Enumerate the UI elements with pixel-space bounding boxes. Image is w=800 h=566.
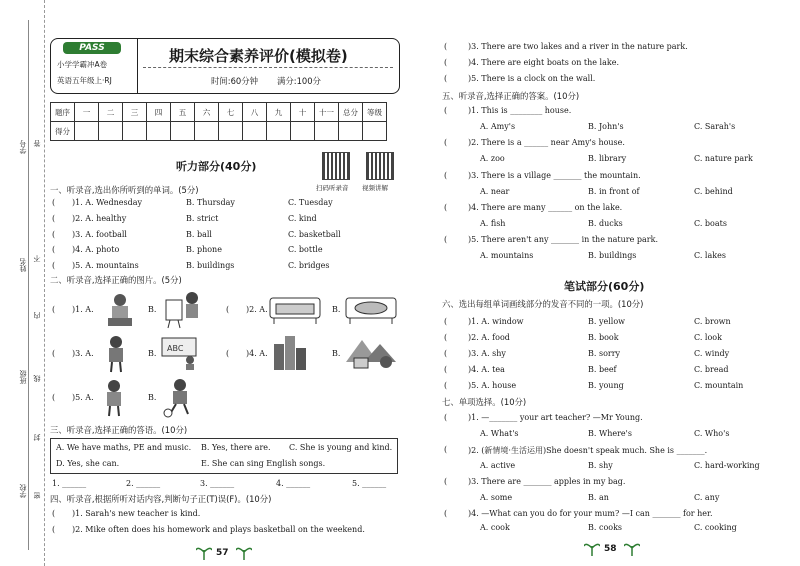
- picture-label: B.: [332, 349, 341, 358]
- score-cell: 一: [75, 103, 99, 122]
- option-a: )2. A. food: [468, 333, 510, 342]
- question-text: )1. —_______ your art teacher? —Mr Young.: [468, 413, 643, 422]
- option-c: C. bottle: [288, 245, 323, 254]
- score-input[interactable]: [243, 122, 267, 141]
- score-cell: 六: [195, 103, 219, 122]
- school-label: 学校: [19, 484, 27, 498]
- answer-option: C. She is young and kind.: [289, 443, 393, 452]
- option-c: C. Sarah's: [694, 122, 736, 131]
- option-a: A. What's: [480, 429, 519, 438]
- binding-mark: 封: [33, 434, 41, 441]
- option-c: C. basketball: [288, 230, 341, 239]
- exam-header: [50, 38, 400, 94]
- score-input[interactable]: [195, 122, 219, 141]
- score-cell: 五: [171, 103, 195, 122]
- answer-blank[interactable]: 1. ______: [52, 479, 87, 488]
- question-text: )2. A. healthy: [72, 214, 127, 223]
- picture-label: )5. A.: [72, 393, 94, 402]
- qr-label: 扫码听录音: [316, 184, 349, 192]
- picture-label: B.: [148, 305, 157, 314]
- option-b: B. book: [588, 333, 619, 342]
- question-text: )2. There is a ______ near Amy's house.: [468, 138, 625, 147]
- painting-girl-picture: [162, 290, 206, 330]
- section-3-title: 三、听录音,选择正确的答语。(10分): [50, 425, 188, 435]
- score-cell: 二: [99, 103, 123, 122]
- option-a: )1. A. window: [468, 317, 524, 326]
- boy-picture: [100, 378, 128, 418]
- listening-title: 听力部分(40分): [176, 160, 257, 173]
- answer-option: A. We have maths, PE and music.: [56, 443, 192, 452]
- picture-label: )2. A.: [246, 305, 268, 314]
- score-cell: 八: [243, 103, 267, 122]
- svg-text:ABC: ABC: [167, 344, 184, 353]
- score-input[interactable]: [75, 122, 99, 141]
- option-b: B. an: [588, 493, 609, 502]
- full-score: 满分:100分: [277, 76, 321, 86]
- option-a: A. near: [480, 187, 510, 196]
- option-a: A. cook: [480, 523, 510, 532]
- section-4-title: 四、听录音,根据所听对话内容,判断句子正(T)误(F)。(10分): [50, 494, 272, 504]
- qr-code-icon[interactable]: [366, 152, 394, 180]
- binding-mark: 不: [33, 255, 41, 262]
- football-boy-picture: [162, 378, 196, 418]
- buildings-picture: [270, 332, 310, 372]
- binding-mark: 线: [33, 375, 41, 382]
- question-text: )2. (新情境·生活运用)She doesn't speak much. She is _______.: [468, 446, 708, 455]
- option-c: C. windy: [694, 349, 730, 358]
- answer-blank[interactable]: 4. ______: [276, 479, 311, 488]
- option-a: A. zoo: [480, 154, 505, 163]
- option-c: C. nature park: [694, 154, 753, 163]
- cooking-boy-picture: [100, 292, 140, 328]
- question-text: )3. A. football: [72, 230, 127, 239]
- section-5-title: 五、听录音,选择正确的答案。(10分): [442, 91, 580, 101]
- qr-code-icon[interactable]: [322, 152, 350, 180]
- option-a: )4. A. tea: [468, 365, 505, 374]
- section-7-title: 七、单项选择。(10分): [442, 397, 527, 407]
- option-c: C. look: [694, 333, 722, 342]
- score-input[interactable]: [147, 122, 171, 141]
- answer-option: E. She can sing English songs.: [201, 459, 326, 468]
- answer-blank[interactable]: 5. ______: [352, 479, 387, 488]
- question-text: )2. Mike often does his homework and plays basketball on the weekend.: [72, 525, 365, 534]
- question-text: )1. A. Wednesday: [72, 198, 142, 207]
- binding-strip: [0, 0, 45, 566]
- section-6-title: 六、选出每组单词画线部分的发音不同的一项。(10分): [442, 299, 644, 309]
- student-id-label: 学号: [19, 140, 27, 154]
- score-cell: 十: [291, 103, 315, 122]
- option-c: C. bread: [694, 365, 729, 374]
- sprout-icon: [624, 540, 640, 556]
- option-b: B. John's: [588, 122, 624, 131]
- series-name: 小学学霸冲A卷: [57, 60, 108, 69]
- right-page: ( )3. There are two lakes and a river in the nature park. ( )4. There are eight boats on the lake. ( )5. There is a clock on the wall. 五、听录音,选择正确的答案。(10分) ( )1. This is ________ house. A. Amy's B. John's C. Sarah's ( )2. There is a ______ near Amy's house. A. zoo B. library C. nature park ( )3. There is a village _______ the mountain. A. near B. in front of C. behind ( )4. There are many ______ on the lake. A. fish B. ducks C. boats ( )5. There aren't any _______ in the nature park. A. mountains B. buildings C. lakes 笔试部分(60分) 六、选出每组单词画线部分的发音不同的一项。(10分) ( )1. A. window B. yellow C. brown ( )2. A. food B. book C. look ( )3. A. shy B. sorry C. windy ( )4. A. tea B. beef C. bread ( )5. A. house B. young C. mountain 七、单项选择。(10分) ( )1. —_______ your art teacher? —Mr Young. A. What's B. Where's C. Who's ( )2. (新情境·生活运用)She doesn't speak much. She is _______. A. active B. shy C. hard-working ( )3. There are _______ apples in my bag. A. some B. an C. any ( )4. —What can you do for your mum? —I can _______ for her. A. cook B. cooks C. cooking 58: [408, 0, 800, 566]
- score-input[interactable]: [171, 122, 195, 141]
- option-a: A. some: [480, 493, 513, 502]
- sofa-picture: [344, 294, 398, 326]
- score-input[interactable]: [99, 122, 123, 141]
- section-2-title: 二、听录音,选择正确的图片。(5分): [50, 275, 182, 285]
- option-b: B. strict: [186, 214, 219, 223]
- sofa-picture: [268, 294, 322, 326]
- option-b: B. beef: [588, 365, 617, 374]
- score-cell: 七: [219, 103, 243, 122]
- answer-option: B. Yes, there are.: [201, 443, 271, 452]
- binding-mark: 内: [33, 312, 41, 319]
- exam-title: 期末综合素养评价(模拟卷): [169, 47, 348, 65]
- exam-time: 时间:60分钟: [211, 76, 258, 86]
- option-c: C. mountain: [694, 381, 744, 390]
- binding-mark: 答: [33, 140, 41, 147]
- score-input[interactable]: [363, 122, 387, 141]
- option-c: C. lakes: [694, 251, 726, 260]
- option-b: B. ducks: [588, 219, 623, 228]
- sprout-icon: [236, 544, 252, 560]
- sprout-icon: [196, 544, 212, 560]
- score-input[interactable]: [291, 122, 315, 141]
- score-input[interactable]: [219, 122, 243, 141]
- question-text: )4. A. photo: [72, 245, 120, 254]
- grade-label: 英语五年级上·RJ: [57, 76, 112, 85]
- qr-label: 视频讲解: [362, 184, 388, 192]
- score-input[interactable]: [267, 122, 291, 141]
- question-text: )1. This is ________ house.: [468, 106, 572, 115]
- class-label: 班级: [19, 370, 27, 384]
- boy-picture: [100, 334, 132, 374]
- option-a: A. mountains: [480, 251, 534, 260]
- score-cell: 总分: [339, 103, 363, 122]
- answer-blank[interactable]: 3. ______: [200, 479, 235, 488]
- option-c: C. cooking: [694, 523, 737, 532]
- question-text: )4. There are eight boats on the lake.: [468, 58, 619, 67]
- picture-label: )4. A.: [246, 349, 268, 358]
- score-input[interactable]: [339, 122, 363, 141]
- answer-blank[interactable]: 2. ______: [126, 479, 161, 488]
- question-text: )5. A. mountains: [72, 261, 139, 270]
- score-cell: 四: [147, 103, 171, 122]
- sprout-icon: [584, 540, 600, 556]
- option-b: B. yellow: [588, 317, 625, 326]
- question-text: )3. There are two lakes and a river in the nature park.: [468, 42, 688, 51]
- page-number: 57: [216, 548, 229, 558]
- option-b: B. sorry: [588, 349, 621, 358]
- score-cell: 十一: [315, 103, 339, 122]
- score-row-label: 得分: [51, 122, 75, 141]
- section-1-title: 一、听录音,选出你所听到的单词。(5分): [50, 185, 199, 195]
- option-a: A. Amy's: [480, 122, 516, 131]
- option-c: C. hard-working: [694, 461, 760, 470]
- option-c: C. Who's: [694, 429, 730, 438]
- option-b: B. Where's: [588, 429, 632, 438]
- option-a: )5. A. house: [468, 381, 517, 390]
- village-picture: [344, 332, 398, 372]
- question-text: )4. There are many ______ on the lake.: [468, 203, 623, 212]
- picture-label: )3. A.: [72, 349, 94, 358]
- option-b: B. ball: [186, 230, 212, 239]
- answer-options-box: [50, 438, 398, 474]
- option-b: B. young: [588, 381, 624, 390]
- picture-label: B.: [332, 305, 341, 314]
- left-page: 学号 姓名 班级 学校 答 不 内 线 封 密 PASS 小学学霸冲A卷 英语五年级上·RJ 期末综合素养评价(模拟卷) 时间:60分钟 满分:100分 题序 一 二 三 四 五 六 七 八 九 十 十一 总分 等级 得分 听力部分(40分) 扫码听录音 视频讲解 一、听录音,选出你所听到的单词。(5分) ( )1. A. Wednesday B. Thursday C. Tuesday ( )2. A. healthy B. strict C. kind ( )3. A. football B. ball C. basketball ( )4. A. photo B. phone C. bottle ( )5. A. mountains B. buildings C. bridges 二、听录音,选择正确的图片。(5分) ( )1. A. B. ( )2. A. B. ( )3. A. B. ABC ( )4. A. B. ( )5. A. B. 三、听录音,选择正确的答语。(10分) A. We have maths, PE and music. B. Yes, there are. C. She is young and kind. D. Yes, she can. E. She can sing English songs. 1. ______ 2. ______ 3. ______ 4. ______ 5. ______ 四、听录音,根据所听对话内容,判断句子正(T)误(F)。(10分) ( )1. Sarah's new teacher is kind. ( )2. Mike often does his homework and plays basketball on the weekend. 57: [0, 0, 408, 566]
- question-text: )1. Sarah's new teacher is kind.: [72, 509, 201, 518]
- option-b: B. buildings: [186, 261, 235, 270]
- picture-label: B.: [148, 393, 157, 402]
- option-a: )3. A. shy: [468, 349, 506, 358]
- page-number: 58: [604, 544, 617, 554]
- option-b: B. library: [588, 154, 627, 163]
- name-label: 姓名: [19, 258, 27, 272]
- option-c: C. any: [694, 493, 720, 502]
- question-text: )3. There are _______ apples in my bag.: [468, 477, 626, 486]
- score-table: [50, 102, 387, 141]
- option-c: C. kind: [288, 214, 317, 223]
- score-input[interactable]: [123, 122, 147, 141]
- picture-label: )1. A.: [72, 305, 94, 314]
- option-c: C. bridges: [288, 261, 330, 270]
- option-c: C. boats: [694, 219, 727, 228]
- option-b: B. shy: [588, 461, 613, 470]
- answer-option: D. Yes, she can.: [56, 459, 120, 468]
- brand-logo: PASS: [63, 42, 121, 54]
- option-b: B. in front of: [588, 187, 640, 196]
- option-b: B. cooks: [588, 523, 623, 532]
- option-a: A. active: [480, 461, 516, 470]
- writing-title: 笔试部分(60分): [564, 280, 645, 293]
- option-c: C. brown: [694, 317, 731, 326]
- score-input[interactable]: [315, 122, 339, 141]
- binding-mark: 密: [33, 492, 41, 499]
- option-b: B. buildings: [588, 251, 637, 260]
- question-text: )3. There is a village _______ the mountain.: [468, 171, 641, 180]
- option-c: C. Tuesday: [288, 198, 333, 207]
- option-c: C. behind: [694, 187, 733, 196]
- option-b: B. phone: [186, 245, 222, 254]
- picture-label: B.: [148, 349, 157, 358]
- blackboard-picture: [160, 336, 200, 370]
- option-b: B. Thursday: [186, 198, 235, 207]
- score-cell: 九: [267, 103, 291, 122]
- question-text: )4. —What can you do for your mum? —I can _______ for her.: [468, 509, 713, 518]
- score-cell: 三: [123, 103, 147, 122]
- score-cell: 等级: [363, 103, 387, 122]
- question-text: )5. There aren't any _______ in the nature park.: [468, 235, 658, 244]
- option-a: A. fish: [480, 219, 506, 228]
- score-cell: 题序: [51, 103, 75, 122]
- question-text: )5. There is a clock on the wall.: [468, 74, 596, 83]
